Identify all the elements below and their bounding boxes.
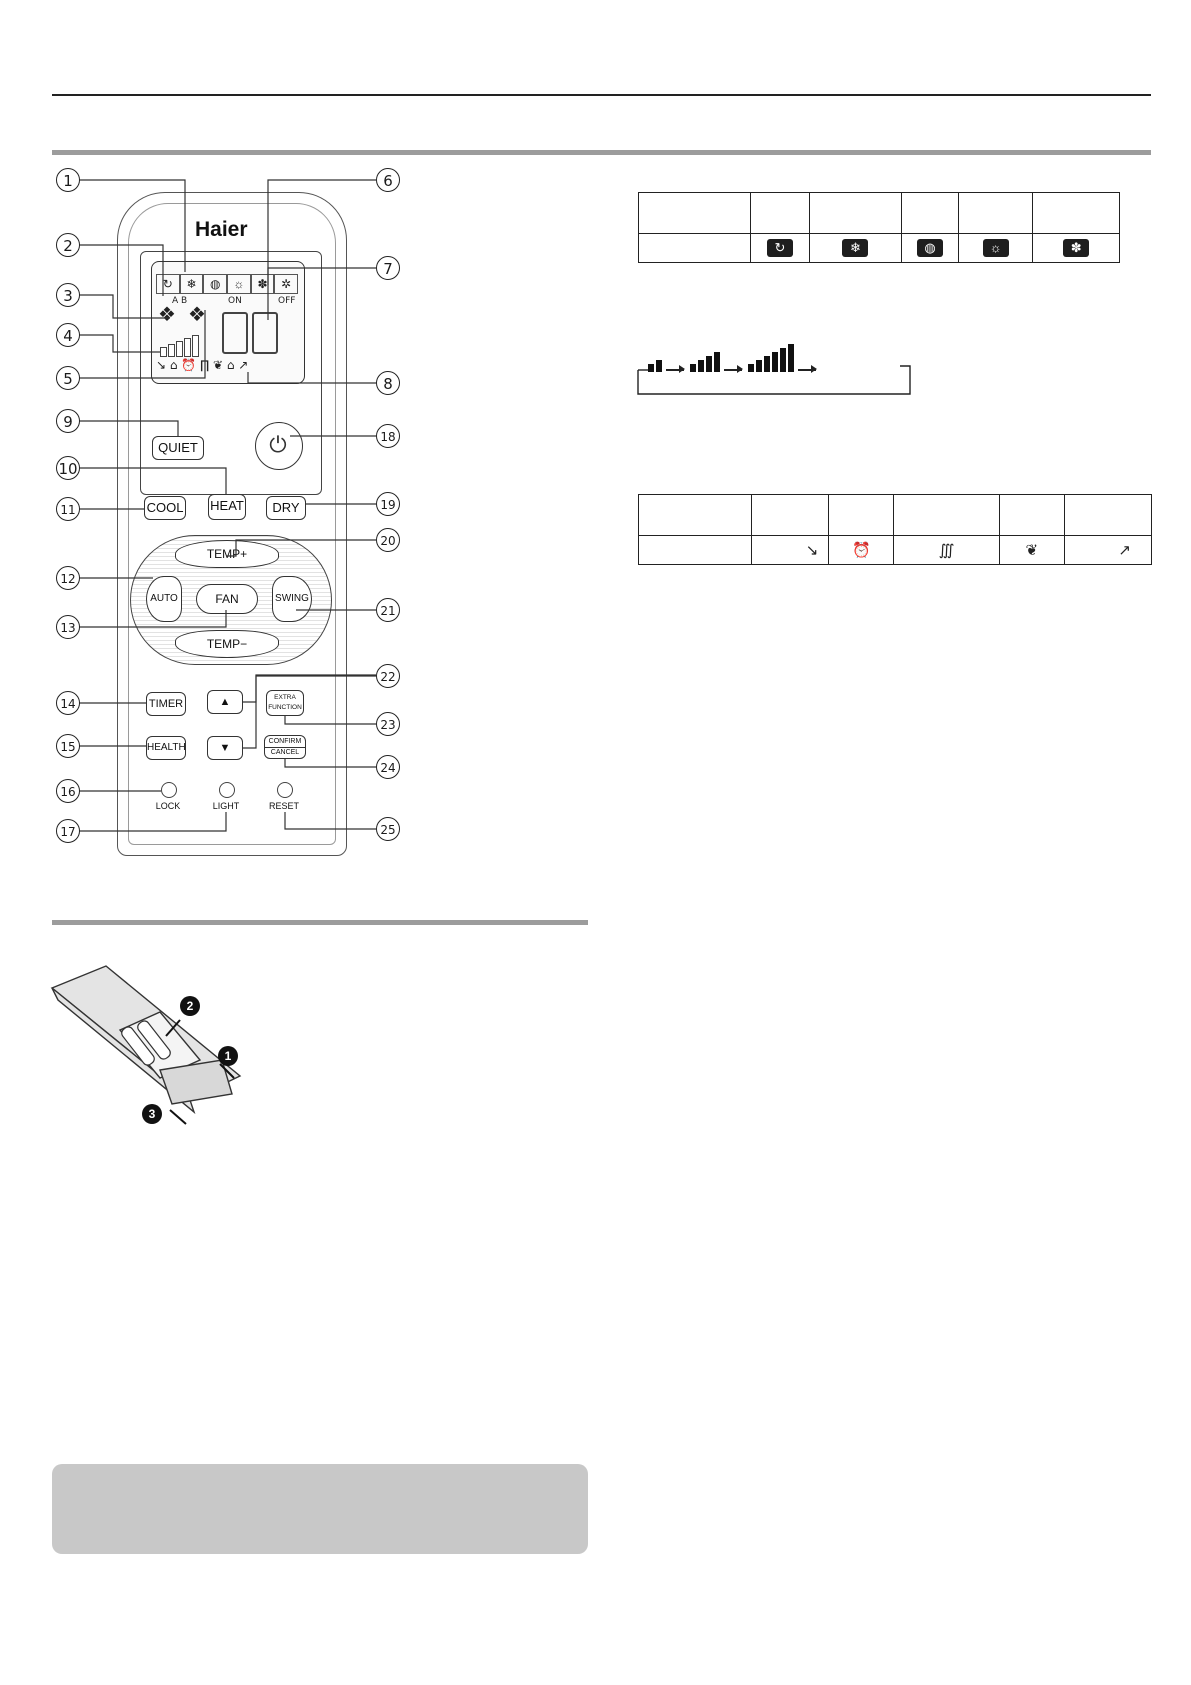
callout-9: 9 <box>56 409 80 433</box>
callout-6: 6 <box>376 168 400 192</box>
cool-mode-icon: ❄ <box>842 239 868 257</box>
lcd-fan-icon: ✽ <box>251 274 275 294</box>
turbo-icon: ↗ <box>1118 542 1131 559</box>
cool-button[interactable]: COOL <box>144 496 186 520</box>
lcd-swing-fan-icon-2: ❖ <box>188 302 206 326</box>
battery-step-3-marker: 3 <box>142 1104 162 1124</box>
battery-step-2-marker: 2 <box>180 996 200 1016</box>
callout-11: 11 <box>56 497 80 521</box>
callout-8: 8 <box>376 371 400 395</box>
callout-14: 14 <box>56 691 80 715</box>
callout-1: 1 <box>56 168 80 192</box>
health-button[interactable]: HEALTH <box>146 736 186 760</box>
auto-mode-icon: ↻ <box>767 239 793 257</box>
heat-button[interactable]: HEAT <box>208 494 246 520</box>
lcd-sun-icon: ✲ <box>274 274 298 294</box>
callout-13: 13 <box>56 615 80 639</box>
callout-17: 17 <box>56 819 80 843</box>
up-button[interactable]: ▲ <box>207 690 243 714</box>
callout-21: 21 <box>376 598 400 622</box>
dry-mode-icon: ◍ <box>917 239 943 257</box>
lock-label: LOCK <box>155 801 181 811</box>
extra-function-button[interactable]: EXTRA FUNCTION <box>266 690 304 716</box>
power-icon: ⏻ <box>269 432 287 457</box>
callout-22: 22 <box>376 664 400 688</box>
callout-10: 10 <box>56 456 80 480</box>
lcd-on-label: ON <box>228 296 242 306</box>
fan-button[interactable]: FAN <box>196 584 258 614</box>
cancel-label: CANCEL <box>270 749 300 756</box>
lcd-auto-icon: ↻ <box>156 274 180 294</box>
health-leaf-icon: ❦ <box>1025 542 1039 559</box>
sleep-icon: ↘ <box>805 542 819 559</box>
brand-logo: Haier <box>195 218 248 241</box>
callout-3: 3 <box>56 283 80 307</box>
callout-19: 19 <box>376 492 400 516</box>
timer-clock-icon: ⏰ <box>852 542 871 559</box>
lcd-status-icons: ↘ ⌂ ⏰ ∏ ❦ ⌂ ↗ <box>156 358 249 372</box>
callout-24: 24 <box>376 755 400 779</box>
lcd-swing-fan-icon: ❖ <box>158 302 176 326</box>
reset-label: RESET <box>268 801 299 811</box>
temp-plus-button[interactable]: TEMP+ <box>175 540 279 568</box>
lcd-off-label: OFF <box>278 296 296 306</box>
lcd-heat-icon: ☼ <box>227 274 251 294</box>
lcd-cool-icon: ❄ <box>180 274 204 294</box>
note-box <box>52 1464 588 1554</box>
confirm-label: CONFIRM <box>265 737 305 748</box>
auto-button[interactable]: AUTO <box>146 576 182 622</box>
battery-step-1-marker: 1 <box>218 1046 238 1066</box>
quiet-button[interactable]: QUIET <box>152 436 204 460</box>
callout-20: 20 <box>376 528 400 552</box>
down-button[interactable]: ▼ <box>207 736 243 760</box>
heater-icon: ∭ <box>938 542 955 559</box>
fan-mode-icon: ✽ <box>1063 239 1089 257</box>
temp-minus-button[interactable]: TEMP− <box>175 630 279 658</box>
callout-4: 4 <box>56 323 80 347</box>
heat-mode-icon: ☼ <box>983 239 1009 257</box>
timer-button[interactable]: TIMER <box>146 692 186 716</box>
callout-2: 2 <box>56 233 80 257</box>
callout-7: 7 <box>376 256 400 280</box>
callout-23: 23 <box>376 712 400 736</box>
callout-18: 18 <box>376 424 400 448</box>
callout-16: 16 <box>56 779 80 803</box>
callout-5: 5 <box>56 366 80 390</box>
swing-button[interactable]: SWING <box>272 576 312 622</box>
light-label: LIGHT <box>212 801 240 811</box>
callout-12: 12 <box>56 566 80 590</box>
callout-25: 25 <box>376 817 400 841</box>
dry-button[interactable]: DRY <box>266 496 306 520</box>
lcd-dry-icon: ◍ <box>203 274 227 294</box>
callout-15: 15 <box>56 734 80 758</box>
lcd-ab-label: A B <box>172 296 188 306</box>
